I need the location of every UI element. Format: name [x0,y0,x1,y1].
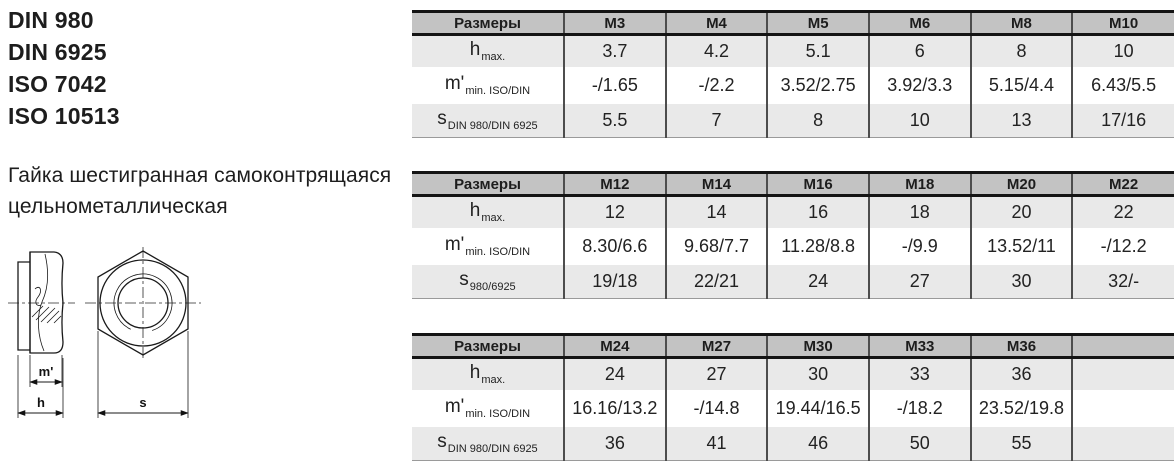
row-label-subscript: min. ISO/DIN [465,408,531,420]
row-label-s [412,427,564,461]
description-line-1: Гайка шестигранная самоконтрящаяся [8,164,392,187]
standard-din-6925: DIN 6925 [8,39,107,65]
spec-table-M3-M10 [412,10,1174,138]
value-cell: 11.28/8.8 [767,228,869,265]
value-cell: 19.44/16.5 [767,390,869,427]
row-label-symbol: h [469,200,481,222]
table-row [412,67,1174,104]
size-column-M4: M4 [666,12,768,35]
value-cell: -/12.2 [1072,228,1174,265]
row-label-subscript: max. [481,212,506,225]
spec-table-M24-M36 [412,333,1174,461]
value-cell: 5.5 [564,104,666,138]
spec-table-M12-M22 [412,171,1174,299]
value-cell: 30 [971,265,1073,299]
value-cell: 36 [971,358,1073,390]
row-label-m [412,228,564,265]
product-description [8,160,408,222]
row-label-subscript: 980/6925 [469,281,516,294]
dimension-label-s: s [139,395,147,410]
value-cell: 3.52/2.75 [767,67,869,104]
row-label-subscript: max. [481,374,506,387]
sizes-header-cell: Размеры [412,12,564,35]
size-column-M22: M22 [1072,173,1174,196]
size-column-M33: M33 [869,335,971,358]
value-cell: 4.2 [666,35,768,67]
row-label-subscript: min. ISO/DIN [465,85,531,97]
value-cell: 8.30/6.6 [564,228,666,265]
description-line-2: цельнометаллическая [8,195,228,218]
value-cell: 13.52/11 [971,228,1073,265]
row-label-symbol: s [437,431,447,453]
dimension-label-m: m' [38,364,54,379]
value-cell: 9.68/7.7 [666,228,768,265]
value-cell: -/18.2 [869,390,971,427]
table-row [412,358,1174,390]
value-cell: 20 [971,196,1073,228]
size-column-M8: M8 [971,12,1073,35]
size-column-M30: M30 [767,335,869,358]
size-column-M5: M5 [767,12,869,35]
row-label-symbol: s [437,108,447,130]
row-label-h [412,358,564,390]
value-cell: 3.92/3.3 [869,67,971,104]
value-cell: 17/16 [1072,104,1174,138]
value-cell: 10 [1072,35,1174,67]
value-cell [1072,390,1174,427]
row-label-s [412,104,564,138]
sizes-header-cell: Размеры [412,173,564,196]
nut-front-view [85,247,201,418]
value-cell: 12 [564,196,666,228]
table-row [412,196,1174,228]
value-cell: 16.16/13.2 [564,390,666,427]
size-column-M3: M3 [564,12,666,35]
size-column-M18: M18 [869,173,971,196]
standard-iso-10513: ISO 10513 [8,103,120,129]
table-row [412,427,1174,461]
value-cell: 8 [767,104,869,138]
nut-technical-drawing [5,245,205,423]
value-cell: 10 [869,104,971,138]
value-cell: 27 [666,358,768,390]
row-label-symbol: m' [444,73,465,94]
value-cell: 36 [564,427,666,461]
row-label-h [412,196,564,228]
value-cell [1072,358,1174,390]
value-cell: 14 [666,196,768,228]
row-label-s [412,265,564,299]
value-cell: -/9.9 [869,228,971,265]
value-cell: 30 [767,358,869,390]
table-header-row [412,335,1174,358]
value-cell: 33 [869,358,971,390]
value-cell: 23.52/19.8 [971,390,1073,427]
value-cell: 24 [767,265,869,299]
value-cell: 8 [971,35,1073,67]
row-label-symbol: s [459,269,469,291]
value-cell: 32/- [1072,265,1174,299]
value-cell: 7 [666,104,768,138]
value-cell: -/2.2 [666,67,768,104]
row-label-symbol: h [469,362,481,384]
size-column-M14: M14 [666,173,768,196]
value-cell: 13 [971,104,1073,138]
nut-side-view [8,252,75,418]
row-label-subscript: DIN 980/DIN 6925 [447,120,538,133]
sizes-header-cell: Размеры [412,335,564,358]
row-label-m [412,67,564,104]
row-label-h [412,35,564,67]
dimension-label-h: h [37,395,45,410]
row-label-subscript: DIN 980/DIN 6925 [447,443,538,456]
table-header-row [412,173,1174,196]
value-cell: -/1.65 [564,67,666,104]
row-label-subscript: max. [481,51,506,64]
size-column-M6: M6 [869,12,971,35]
size-column-M10: M10 [1072,12,1174,35]
value-cell: 5.1 [767,35,869,67]
value-cell: 5.15/4.4 [971,67,1073,104]
value-cell: 27 [869,265,971,299]
table-row [412,228,1174,265]
row-label-m [412,390,564,427]
value-cell: 55 [971,427,1073,461]
value-cell: 6.43/5.5 [1072,67,1174,104]
value-cell: -/14.8 [666,390,768,427]
size-column-M20: M20 [971,173,1073,196]
table-row [412,390,1174,427]
value-cell [1072,427,1174,461]
row-label-subscript: min. ISO/DIN [465,246,531,258]
standard-din-980: DIN 980 [8,7,94,33]
value-cell: 19/18 [564,265,666,299]
value-cell: 22/21 [666,265,768,299]
size-column-M12: M12 [564,173,666,196]
value-cell: 24 [564,358,666,390]
value-cell: 16 [767,196,869,228]
value-cell: 22 [1072,196,1174,228]
size-column-M16: M16 [767,173,869,196]
value-cell: 46 [767,427,869,461]
size-column-M24: M24 [564,335,666,358]
size-column-M27: M27 [666,335,768,358]
value-cell: 50 [869,427,971,461]
size-column-M36: M36 [971,335,1073,358]
value-cell: 18 [869,196,971,228]
standard-iso-7042: ISO 7042 [8,71,107,97]
value-cell: 3.7 [564,35,666,67]
table-row [412,104,1174,138]
value-cell: 41 [666,427,768,461]
empty-column [1072,335,1174,358]
row-label-symbol: h [469,39,481,61]
size-tables [412,0,1174,474]
table-row [412,35,1174,67]
standards-list [8,4,120,132]
section-hatching [32,306,61,323]
value-cell: 6 [869,35,971,67]
table-header-row [412,12,1174,35]
row-label-symbol: m' [444,396,465,417]
row-label-symbol: m' [444,234,465,255]
table-row [412,265,1174,299]
